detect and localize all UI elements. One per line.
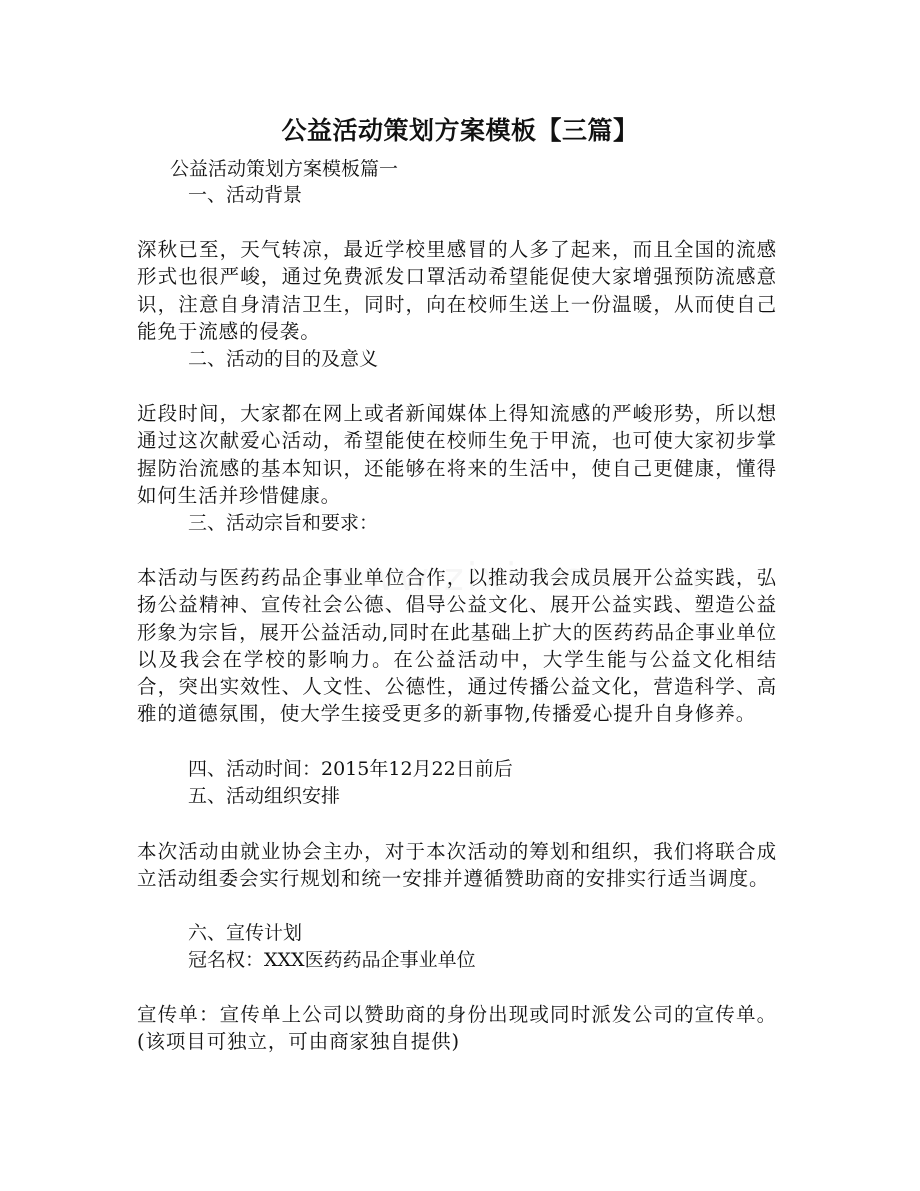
- paragraph-organization: 本次活动由就业协会主办，对于本次活动的筹划和组织，我们将联合成立活动组委会实行规划和统一安排并遵循赞助商的安排实行适当调度。: [137, 840, 777, 891]
- paragraph-aims: 本活动与医药药品企事业单位合作，以推动我会成员展开公益实践，弘扬公益精神、宣传社会公德、倡导公益文化、展开公益实践、塑造公益形象为宗旨，展开公益活动,同时在此基础上扩大的医药药品企事业单位以及我会在学校的影响力。在公益活动中，大学生能与公益文化相结合，突出实效性、人文性、公德性，通过传播公益文化，营造科学、高雅的道德氛围，使大学生接受更多的新事物,传播爱心提升自身修养。: [137, 566, 777, 726]
- paragraph-flyers: 宣传单：宣传单上公司以赞助商的身份出现或同时派发公司的宣传单。(该项目可独立，可由商家独自提供): [137, 1003, 777, 1054]
- document-title: 公益活动策划方案模板【三篇】: [281, 116, 639, 145]
- section-heading-aims: 三、活动宗旨和要求：: [188, 512, 379, 534]
- section-heading-organization: 五、活动组织安排: [188, 785, 341, 807]
- paragraph-purpose: 近段时间，大家都在网上或者新闻媒体上得知流感的严峻形势，所以想通过这次献爱心活动，希望能使在校师生免于甲流，也可使大家初步掌握防治流感的基本知识，还能够在将来的生活中，使自己更健康，懂得如何生活并珍惜健康。: [137, 402, 777, 507]
- paragraph-background: 深秋已至，天气转凉，最近学校里感冒的人多了起来，而且全国的流感形式也很严峻，通过免费派发口罩活动希望能促使大家增强预防流感意识，注意自身清洁卫生，同时，向在校师生送上一份温暖，从而使自己能免于流感的侵袭。: [137, 238, 777, 343]
- section-heading-naming-rights: 冠名权：XXX医药药品企事业单位: [188, 949, 476, 971]
- section-heading-purpose: 二、活动的目的及意义: [188, 348, 379, 370]
- section-heading-publicity: 六、宣传计划: [188, 922, 303, 944]
- section-heading-time: 四、活动时间：2015年12月22日前后: [188, 758, 513, 780]
- document-subtitle: 公益活动策划方案模板篇一: [170, 158, 399, 180]
- section-heading-background: 一、活动背景: [188, 184, 303, 206]
